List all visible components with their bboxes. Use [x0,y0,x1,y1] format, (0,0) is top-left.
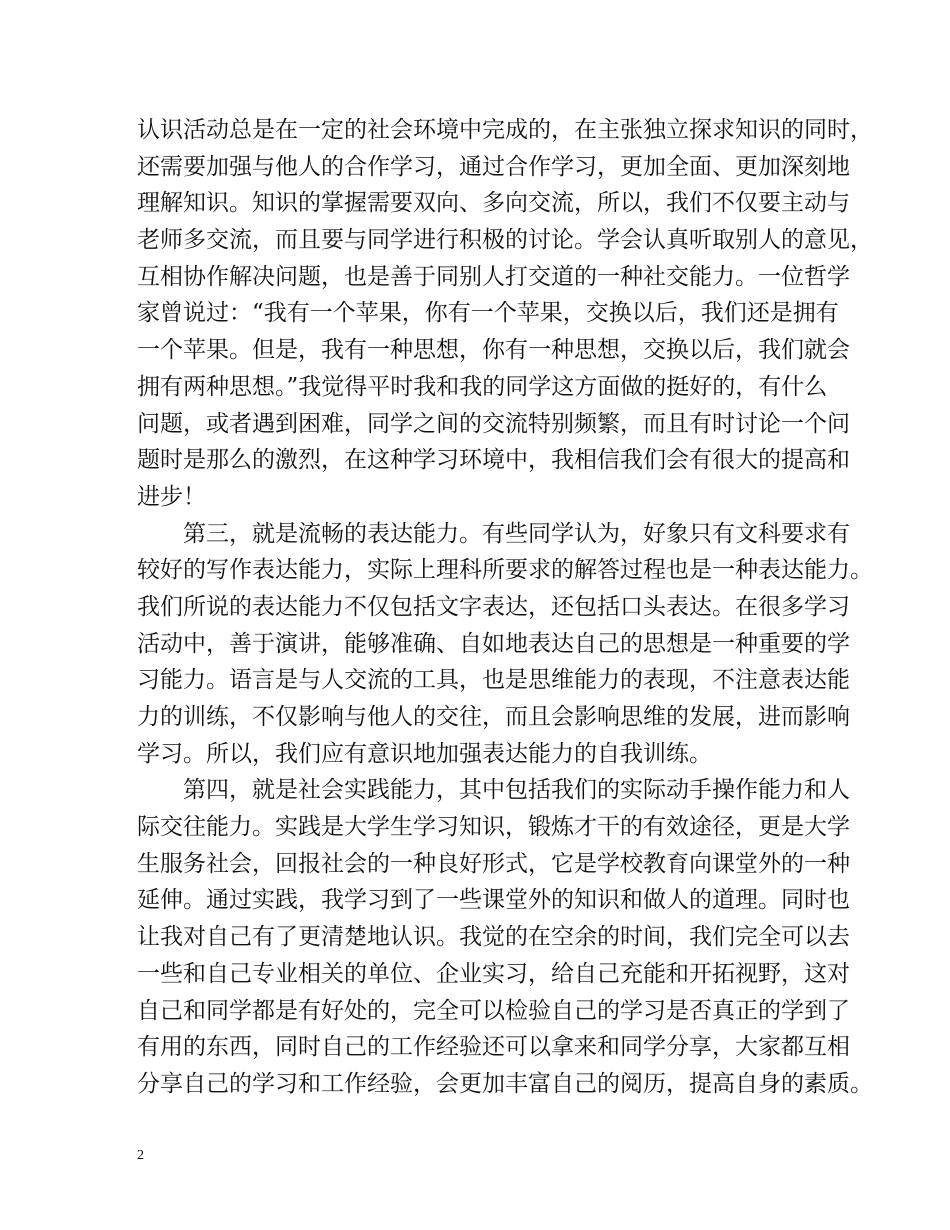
paragraph-social-practice [137,772,873,1102]
text-line: 还需要加强与他人的合作学习，通过合作学习，更加全面、更加深刻地 [137,153,850,180]
text-line: 自己和同学都是有好处的，完全可以检验自己的学习是否真正的学到了 [137,997,850,1024]
text-line: 第三，就是流畅的表达能力。有些同学认为，好象只有文科要求有 [137,520,850,547]
text-line: 认识活动总是在一定的社会环境中完成的，在主张独立探求知识的同时， [137,117,873,143]
text-line: 一个苹果。但是，我有一种思想，你有一种思想，交换以后，我们就会 [137,337,850,364]
text-line: 理解知识。知识的掌握需要双向、多向交流，所以，我们不仅要主动与 [137,190,850,217]
text-line: 有用的东西，同时自己的工作经验还可以拿来和同学分享，大家都互相 [137,1034,850,1061]
text-line: 进步！ [137,483,206,510]
text-line: 习能力。语言是与人交流的工具，也是思维能力的表现，不注意表达能 [137,667,850,694]
text-line: 问题，或者遇到困难，同学之间的交流特别频繁，而且有时讨论一个问 [137,410,850,437]
text-line: 题时是那么的激烈，在这种学习环境中，我相信我们会有很大的提高和 [137,447,850,474]
text-line: 活动中，善于演讲，能够准确、自如地表达自己的思想是一种重要的学 [137,630,850,657]
text-line: 分享自己的学习和工作经验，会更加丰富自己的阅历，提高自身的素质。 [137,1070,873,1097]
text-line: 力的训练，不仅影响与他人的交往，而且会影响思维的发展，进而影响 [137,704,850,730]
page-number: 2 [137,1148,144,1163]
text-line: 生服务社会，回报社会的一种良好形式，它是学校教育向课堂外的一种 [137,850,850,877]
text-line: 老师多交流，而且要与同学进行积极的讨论。学会认真听取别人的意见， [137,227,873,254]
text-line: 家曾说过：“我有一个苹果，你有一个苹果，交换以后，我们还是拥有 [137,300,839,327]
document-body [137,112,873,1103]
text-line: 让我对自己有了更清楚地认识。我觉的在空余的时间，我们完全可以去 [137,924,850,951]
text-line: 较好的写作表达能力，实际上理科所要求的解答过程也是一种表达能力。 [137,557,873,584]
text-line: 际交往能力。实践是大学生学习知识，锻炼才干的有效途径，更是大学 [137,814,850,841]
text-line: 第四，就是社会实践能力，其中包括我们的实际动手操作能力和人 [137,777,850,804]
text-line: 一些和自己专业相关的单位、企业实习，给自己充能和开拓视野，这对 [137,960,850,987]
text-line: 互相协作解决问题，也是善于同别人打交道的一种社交能力。一位哲学 [137,263,850,290]
text-line: 拥有两种思想。”我觉得平时我和我的同学这方面做的挺好的，有什么 [137,373,828,400]
text-line: 我们所说的表达能力不仅包括文字表达，还包括口头表达。在很多学习 [137,593,850,620]
text-line: 学习。所以，我们应有意识地加强表达能力的自我训练。 [137,740,712,767]
paragraph-cooperation [137,112,873,516]
paragraph-expression-ability [137,516,873,773]
text-line: 延伸。通过实践，我学习到了一些课堂外的知识和做人的道理。同时也 [137,887,850,914]
